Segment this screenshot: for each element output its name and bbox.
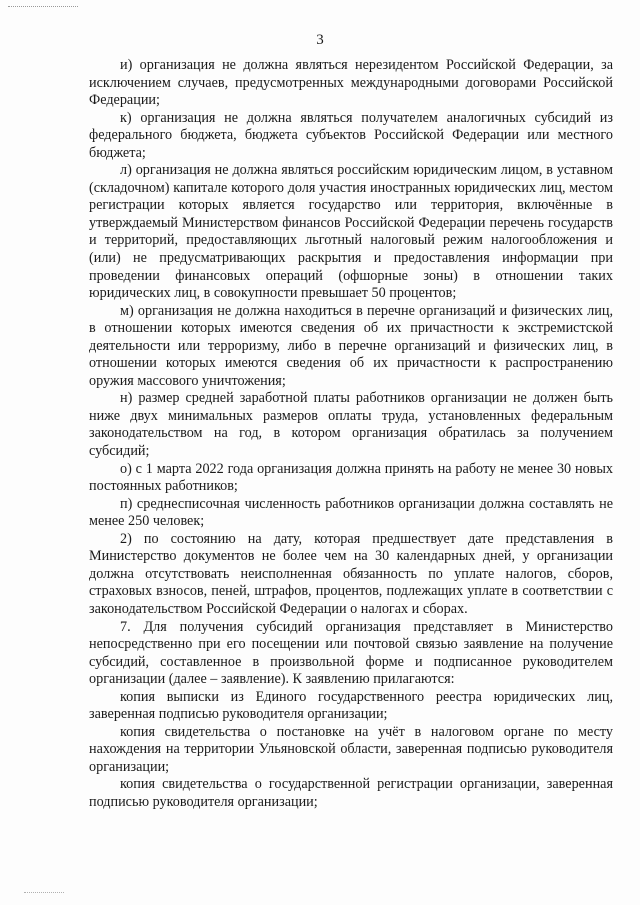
scan-artifact-bottom xyxy=(24,892,64,895)
page-number: 3 xyxy=(316,32,324,48)
paragraph-o: о) с 1 марта 2022 года организация должна принять на работу не менее 30 новых постоянных работников; xyxy=(89,460,613,495)
paragraph-k: к) организация не должна являться получателем аналогичных субсидий из федерального бюджета, бюджета субъектов Российской Федерации или местного бюджета; xyxy=(89,109,613,161)
paragraph-2: 2) по состоянию на дату, которая предшествует дате представления в Министерство документов не более чем на 30 календарных дней, у организации должна отсутствовать неисполненная обязанность по уплате налогов, сборов, страховых взносов, пеней, штрафов, процентов, подлежащих уплате в соответствии с законодательством Российской Федерации о налогах и сборах. xyxy=(89,530,613,617)
attachment-item-tax-registration: копия свидетельства о постановке на учёт в налоговом органе по месту нахождения на территории Ульяновской области, заверенная подписью руководителя организации; xyxy=(89,723,613,775)
document-body xyxy=(89,57,613,812)
scan-artifact-top xyxy=(8,6,78,9)
attachment-item-egrul: копия выписки из Единого государственного реестра юридических лиц, заверенная подписью руководителя организации; xyxy=(89,688,613,723)
paragraph-l: л) организация не должна являться российским юридическим лицом, в уставном (складочном) капитале которого доля участия иностранных юридических лиц, местом регистрации которых является государство или территория, включённые в утверждаемый Министерством финансов Российской Федерации перечень государств и территорий, предоставляющих льготный налоговый режим налогообложения и (или) не предусматривающих раскрытия и предоставления информации при проведении финансовых операций (офшорные зоны) в отношении таких юридических лиц, в совокупности превышает 50 процентов; xyxy=(89,162,613,302)
attachment-item-state-registration: копия свидетельства о государственной регистрации организации, заверенная подписью руководителя организации; xyxy=(89,776,613,810)
paragraph-p: п) среднесписочная численность работников организации должна составлять не менее 250 человек; xyxy=(89,495,613,530)
paragraph-m: м) организация не должна находиться в перечне организаций и физических лиц, в отношении которых имеются сведения об их причастности к экстремистской деятельности или терроризму, либо в перечне организаций и физических лиц, в отношении которых имеются сведения об их причастности к распространению оружия массового уничтожения; xyxy=(89,302,613,389)
paragraph-i: и) организация не должна являться нерезидентом Российской Федерации, за исключением случаев, предусмотренных международными договорами Российской Федерации; xyxy=(89,57,613,109)
paragraph-n: н) размер средней заработной платы работников организации не должен быть ниже двух минимальных размеров оплаты труда, установленных федеральным законодательством на год, в котором организация обратилась за получением субсидий; xyxy=(89,390,613,460)
paragraph-7: 7. Для получения субсидий организация представляет в Министерство непосредственно при его посещении или почтовой связью заявление на получение субсидий, составленное в произвольной форме и подписанное руководителем организации (далее – заявление). К заявлению прилагаются: xyxy=(89,618,613,688)
